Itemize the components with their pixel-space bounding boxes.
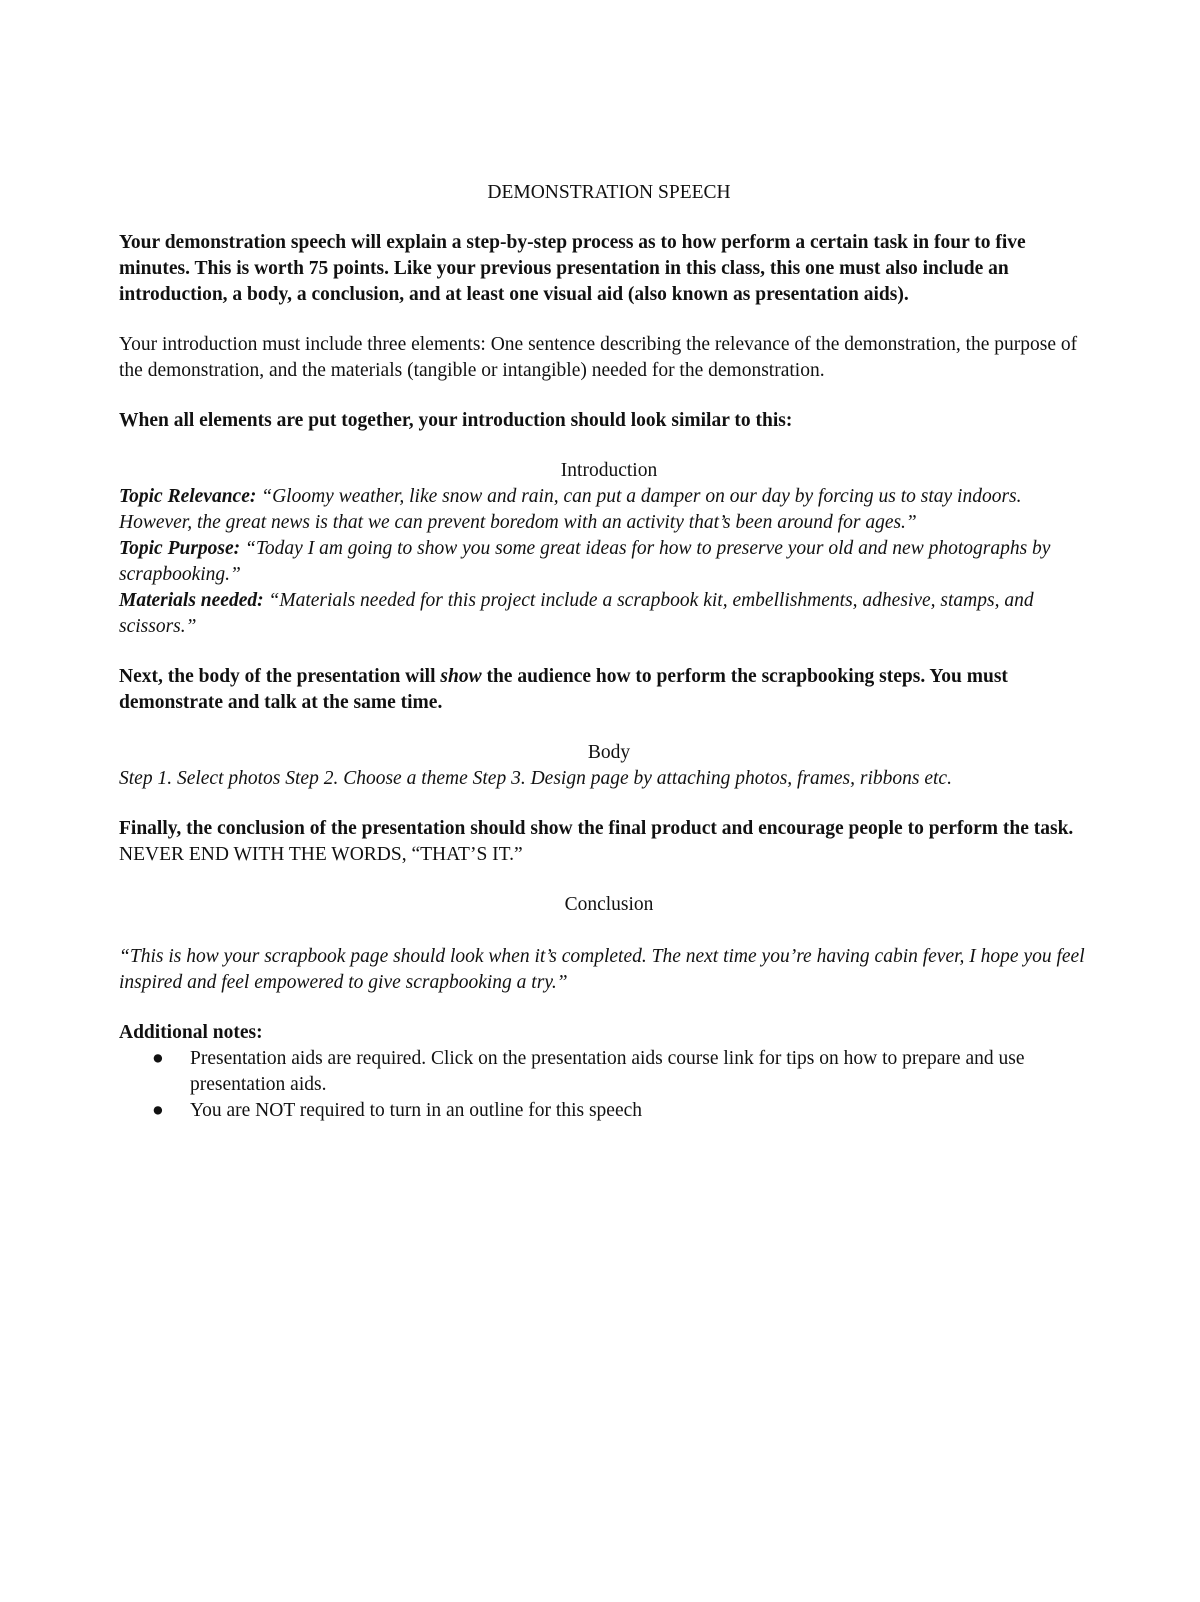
notes-list: [119, 1046, 1099, 1124]
list-item: [119, 1098, 1099, 1124]
conclusion-lead: [119, 816, 1099, 868]
body-lead-part2: the audience how to perform the scrapbooking steps. You must demonstrate and talk at the same time.: [119, 666, 1008, 713]
conclusion-heading: Conclusion: [564, 894, 654, 915]
note-text: Presentation aids are required. Click on the presentation aids course link for tips on how to prepare and use presentation aids.: [190, 1048, 1025, 1095]
additional-notes-heading: Additional notes:: [119, 1022, 263, 1043]
document-title: DEMONSTRATION SPEECH: [487, 182, 731, 203]
body-heading: Body: [587, 742, 631, 763]
conclusion-text: “This is how your scrapbook page should look when it’s completed. The next time you’re having cabin fever, I hope you feel inspired and feel empowered to give scrapbooking a try.”: [119, 946, 1085, 993]
introduction-example: [119, 458, 1099, 640]
additional-notes: [119, 1020, 1099, 1124]
conclusion-lead-caps: NEVER END WITH THE WORDS, “THAT’S IT.”: [119, 844, 523, 865]
bullet-icon: ●: [152, 1100, 164, 1121]
materials-needed-label: Materials needed:: [119, 590, 264, 611]
body-example: [119, 740, 1099, 792]
conclusion-example: [119, 892, 1099, 996]
body-lead-part1: Next, the body of the presentation will: [119, 666, 441, 687]
introduction-lead: When all elements are put together, your introduction should look similar to this:: [119, 410, 793, 431]
introduction-heading: Introduction: [560, 460, 658, 481]
topic-relevance-label: Topic Relevance:: [119, 486, 257, 507]
topic-purpose-text: “Today I am going to show you some great ideas for how to preserve your old and new photographs by scrapbooking.”: [119, 538, 1051, 585]
body-lead-emphasis: show: [440, 666, 482, 687]
topic-purpose: [119, 536, 1099, 588]
assignment-overview: Your demonstration speech will explain a step-by-step process as to how perform a certain task in four to five minutes. This is worth 75 points. Like your previous presentation in this class, this one must also include an introduction, a body, a conclusion, and at least one visual aid (also known as presentation aids).: [119, 232, 1026, 305]
note-text: You are NOT required to turn in an outline for this speech: [190, 1100, 643, 1121]
conclusion-lead-bold: Finally, the conclusion of the presentation should show the final product and encourage people to perform the task.: [119, 818, 1074, 839]
topic-purpose-label: Topic Purpose:: [119, 538, 241, 559]
topic-relevance-text: “Gloomy weather, like snow and rain, can put a damper on our day by forcing us to stay indoors. However, the great news is that we can prevent boredom with an activity that’s been around for ages.”: [119, 486, 1022, 533]
topic-relevance: [119, 484, 1099, 536]
body-steps: Step 1. Select photos Step 2. Choose a theme Step 3. Design page by attaching photos, frames, ribbons etc.: [119, 768, 952, 789]
document-page: [119, 180, 1099, 1124]
bullet-icon: ●: [152, 1048, 164, 1069]
body-lead: [119, 664, 1099, 716]
list-item: [119, 1046, 1099, 1098]
introduction-requirements: Your introduction must include three elements: One sentence describing the relevance of the demonstration, the purpose of the demonstration, and the materials (tangible or intangible) needed for the demonstration.: [119, 334, 1078, 381]
materials-needed-text: “Materials needed for this project include a scrapbook kit, embellishments, adhesive, stamps, and scissors.”: [119, 590, 1034, 637]
materials-needed: [119, 588, 1099, 640]
